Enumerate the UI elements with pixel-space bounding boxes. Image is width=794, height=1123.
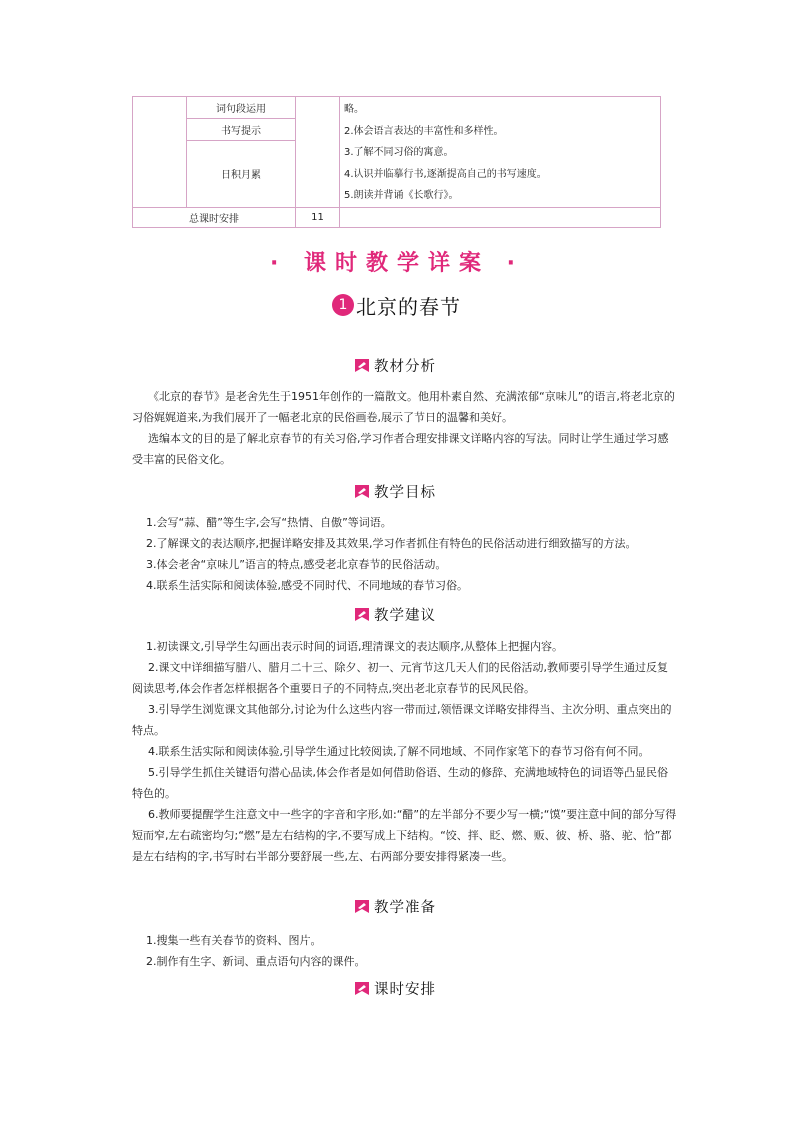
list-item: 3.引导学生浏览课文其他部分,讨论为什么这些内容一带而过,领悟课文详略安排得当、主次分明、重点突出的特点。 — [132, 703, 672, 737]
paragraph: 《北京的春节》是老舍先生于1951年创作的一篇散文。他用朴素自然、充满浓郁“京味儿”的语言,将老北京的习俗娓娓道来,为我们展开了一幅老北京的民俗画卷,展示了节日的温馨和美好。 — [132, 390, 675, 424]
list-item: 2.课文中详细描写腊八、腊月二十三、除夕、初一、元宵节这几天人们的民俗活动,教师要引导学生通过反复阅读思考,体会作者怎样根据各个重要日子的不同特点,突出老北京春节的民风民俗。 — [132, 661, 668, 695]
pen-tag-icon — [354, 483, 370, 499]
section-head-prep — [354, 896, 436, 916]
list-item: 2.了解课文的表达顺序,把握详略安排及其效果,学习作者抓住有特色的民俗活动进行细致描写的方法。 — [146, 537, 637, 550]
row-label-shuxie: 书写提示 — [187, 119, 296, 140]
section-head-schedule — [354, 978, 436, 998]
blank-hours-cell — [296, 97, 340, 208]
prep-list — [132, 930, 678, 972]
section-head-analysis — [354, 355, 436, 375]
total-label: 总课时安排 — [133, 207, 296, 227]
analysis-text — [132, 386, 678, 470]
note-line: 4.认识并临摹行书,逐渐提高自己的书写速度。 — [344, 168, 547, 180]
note-line: 2.体会语言表达的丰富性和多样性。 — [344, 125, 504, 137]
notes-cell — [340, 97, 661, 208]
blank-cell — [133, 97, 187, 208]
goals-list — [132, 512, 678, 596]
row-label-ciju: 词句段运用 — [187, 97, 296, 119]
pen-tag-icon — [354, 898, 370, 914]
pen-tag-icon — [354, 980, 370, 996]
pen-tag-icon — [354, 606, 370, 622]
list-item: 1.初读课文,引导学生勾画出表示时间的词语,理清课文的表达顺序,从整体上把握内容。 — [146, 640, 563, 653]
section-title: 课时安排 — [374, 981, 436, 998]
section-head-advice — [354, 604, 436, 624]
list-item: 6.教师要提醒学生注意文中一些字的字音和字形,如:“醋”的左半部分不要少写一横;“馍”要注意中间的部分写得短而窄,左右疏密均匀;“燃”是左右结构的字,不要写成上下结构。“饺、拌、眨、燃、贩、彼、桥、骆、驼、恰”都是左右结构的字,书写时右半部分要舒展一些,左、右两部分要安排得紧凑一些。 — [132, 808, 677, 863]
list-item: 4.联系生活实际和阅读体验,感受不同时代、不同地域的春节习俗。 — [146, 579, 468, 592]
section-title: 教学准备 — [374, 899, 436, 916]
total-notes — [340, 207, 661, 227]
row-label-riji: 日积月累 — [187, 140, 296, 207]
total-value: 11 — [296, 207, 340, 227]
paragraph: 选编本文的目的是了解北京春节的有关习俗,学习作者合理安排课文详略内容的写法。同时让学生通过学习感受丰富的民俗文化。 — [132, 432, 669, 466]
lesson-number-badge: 1 — [332, 294, 354, 316]
note-line: 5.朗读并背诵《长歌行》。 — [344, 190, 459, 201]
lesson-name: 北京的春节 — [356, 294, 461, 319]
lesson-title — [332, 290, 461, 320]
section-title: 教材分析 — [374, 358, 436, 375]
plan-table — [132, 96, 661, 228]
advice-list — [132, 636, 678, 867]
list-item: 3.体会老舍“京味儿”语言的特点,感受老北京春节的民俗活动。 — [146, 558, 447, 571]
section-title: 教学目标 — [374, 484, 436, 501]
list-item: 1.会写“蒜、醋”等生字,会写“热情、自傲”等词语。 — [146, 516, 392, 529]
note-line: 3.了解不同习俗的寓意。 — [344, 147, 454, 158]
section-title: 教学建议 — [374, 607, 436, 624]
list-item: 1.搜集一些有关春节的资料、图片。 — [146, 934, 322, 947]
pen-tag-icon — [354, 357, 370, 373]
list-item: 2.制作有生字、新词、重点语句内容的课件。 — [146, 955, 366, 968]
section-head-goals — [354, 481, 436, 501]
list-item: 4.联系生活实际和阅读体验,引导学生通过比较阅读,了解不同地域、不同作家笔下的春节习俗有何不同。 — [148, 745, 650, 758]
note-line: 略。 — [344, 104, 364, 115]
section-banner: · 课时教学详案 · — [269, 251, 525, 276]
list-item: 5.引导学生抓住关键语句潜心品读,体会作者是如何借助俗语、生动的修辞、充满地域特色的词语等凸显民俗特色的。 — [132, 766, 668, 800]
